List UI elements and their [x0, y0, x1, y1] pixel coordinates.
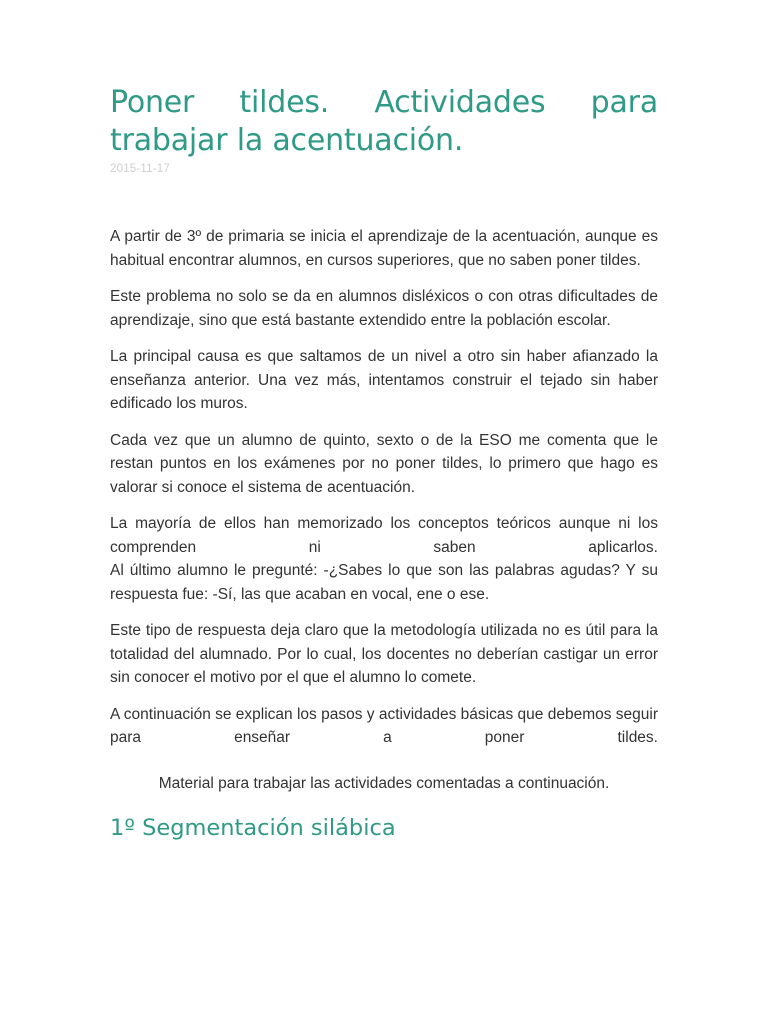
article-body: [110, 225, 658, 750]
article-title-line-1[interactable]: Poner tildes. Actividades para: [110, 85, 658, 120]
paragraph-2: Este problema no solo se da en alumnos disléxicos o con otras dificultades de aprendizaje, sino que está bastante extendido entre la población escolar.: [110, 288, 658, 329]
article: [110, 84, 658, 843]
paragraph-7-text: A continuación se explican los pasos y actividades básicas que debemos seguir para enseñar a poner tildes.: [110, 705, 658, 746]
paragraph-5-line-1: La mayoría de ellos han memorizado los conceptos teóricos aunque ni los comprenden ni saben aplicarlos.: [110, 515, 658, 556]
paragraph-3: La principal causa es que saltamos de un nivel a otro sin haber afianzado la enseñanza anterior. Una vez más, intentamos construir el tejado sin haber edificado los muros.: [110, 348, 658, 412]
paragraph-4: Cada vez que un alumno de quinto, sexto o de la ESO me comenta que le restan puntos en los exámenes por no poner tildes, lo primero que hago es valorar si conoce el sistema de acentuación.: [110, 431, 658, 496]
article-date: 2015-11-17: [110, 163, 170, 175]
material-caption: Material para trabajar las actividades comentadas a continuación.: [158, 774, 610, 792]
paragraph-6: Este tipo de respuesta deja claro que la metodología utilizada no es útil para la totalidad del alumnado. Por lo cual, los docentes no deberían castigar un error sin conocer el motivo por el que el alumno lo comete.: [110, 622, 658, 686]
paragraph-1: A partir de 3º de primaria se inicia el aprendizaje de la acentuación, aunque es habitual encontrar alumnos, en cursos superiores, que no saben poner tildes.: [110, 228, 658, 269]
article-title-line-2[interactable]: trabajar la acentuación.: [110, 123, 464, 158]
paragraph-5-line-2: Al último alumno le pregunté: -¿Sabes lo que son las palabras agudas? Y su respuesta fue: -Sí, las que acaban en vocal, ene o ese.: [110, 562, 658, 603]
paragraph-5: [110, 512, 658, 606]
section-heading: 1º Segmentación silábica: [110, 814, 396, 841]
paragraph-7: [110, 703, 658, 750]
article-title[interactable]: [110, 84, 658, 160]
